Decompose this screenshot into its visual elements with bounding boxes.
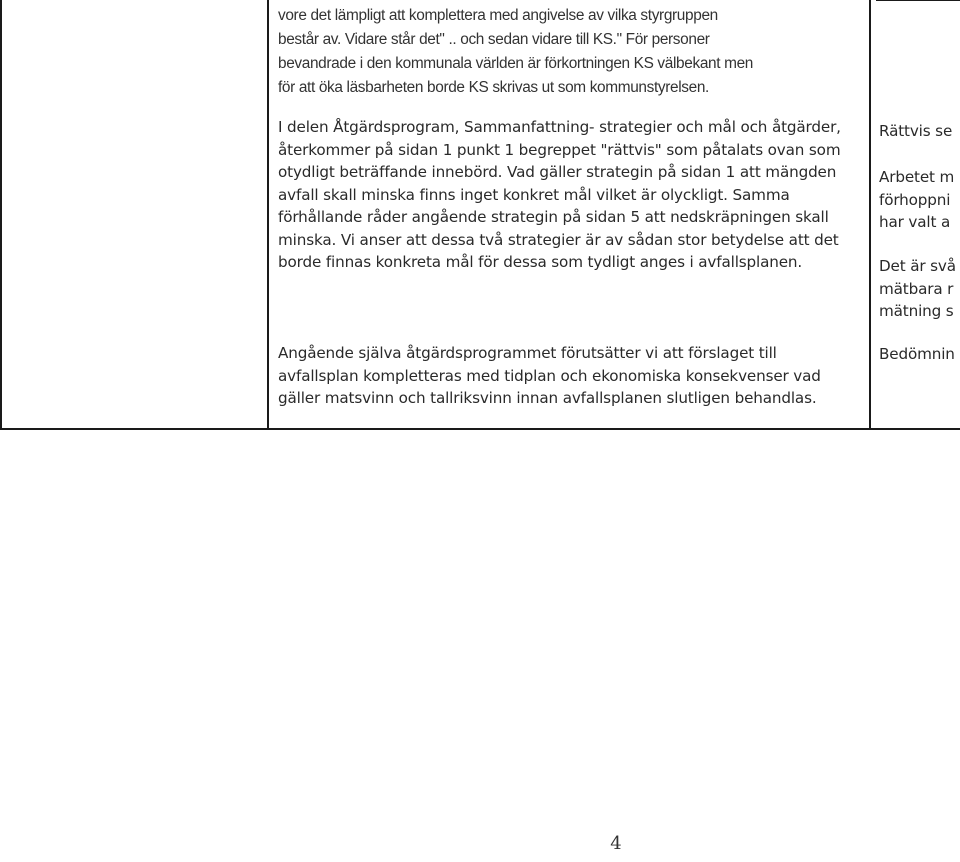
table-top-divider-stub (876, 0, 960, 1)
paragraph-styrgrupp (278, 4, 753, 100)
text-line: minska. Vi anser att dessa två strategier är av sådan stor betydelse att det (278, 230, 839, 249)
text-line: förhållande råder angående strategin på sidan 5 att nedskräpningen skall (278, 208, 829, 226)
text-line: I delen Åtgärdsprogram, Sammanfattning- strategier och mål och åtgärder, (278, 118, 841, 136)
text-line: har valt a (879, 213, 951, 231)
text-line: mätning s (879, 302, 954, 320)
text-line: bevandrade i den kommunala världen är förkortningen KS välbekant men (278, 55, 753, 72)
text-line: för att öka läsbarheten borde KS skrivas ut som kommunstyrelsen. (278, 79, 709, 96)
text-line: återkommer på sidan 1 punkt 1 begreppet "rättvis" som påtalats ovan som (278, 140, 841, 159)
text-line: avfallsplan kompletteras med tidplan och ekonomiska konsekvenser vad (278, 366, 821, 385)
right-paragraph-bedomning (879, 343, 955, 366)
table-bottom-border (0, 428, 960, 430)
text-line: Det är svå (879, 257, 956, 275)
text-line: Bedömnin (879, 345, 955, 363)
text-line: mätbara r (879, 279, 954, 298)
text-line: Angående själva åtgärdsprogrammet förutsätter vi att förslaget till (278, 344, 777, 362)
text-line: förhoppni (879, 190, 951, 209)
text-line: består av. Vidare står det" .. och sedan vidare till KS." För personer (278, 31, 710, 48)
table-column-divider (869, 0, 871, 430)
text-line: avfall skall minska finns inget konkret mål vilket är olyckligt. Samma (278, 185, 790, 204)
page-number: 4 (610, 833, 622, 854)
text-line: otydligt beträffande innebörd. Vad gäller strategin på sidan 1 att mängden (278, 163, 837, 181)
right-paragraph-rattvis (879, 120, 952, 143)
paragraph-tidplan (278, 342, 821, 410)
left-margin-tick (0, 0, 2, 430)
right-paragraph-matbara (879, 255, 956, 323)
right-paragraph-arbetet (879, 166, 954, 234)
paragraph-atgardsprogram (278, 116, 841, 274)
text-line: borde finnas konkreta mål för dessa som tydligt anges i avfallsplanen. (278, 253, 803, 271)
text-line: Rättvis se (879, 122, 953, 140)
text-line: Arbetet m (879, 168, 955, 186)
text-line: vore det lämpligt att komplettera med angivelse av vilka styrgruppen (278, 7, 718, 24)
text-line: gäller matsvinn och tallriksvinn innan avfallsplanen slutligen behandlas. (278, 389, 817, 407)
table-left-border (267, 0, 269, 430)
